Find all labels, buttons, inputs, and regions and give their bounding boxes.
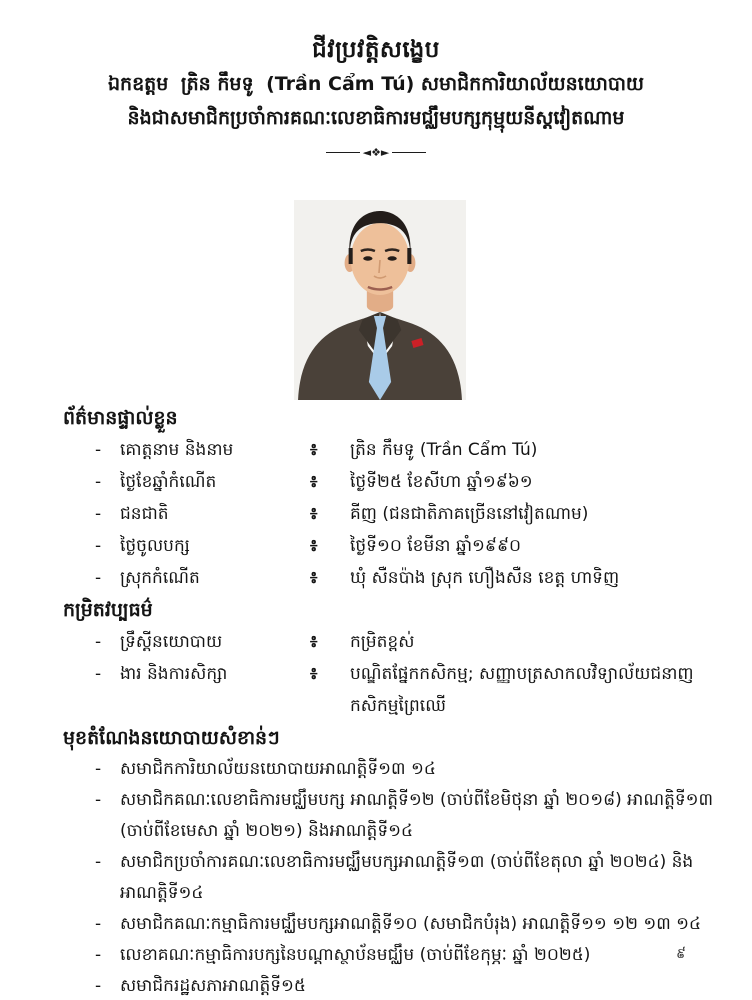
header-block <box>0 0 752 158</box>
bullet-dash: - <box>95 790 102 810</box>
row-label: ថ្ងៃចូលបក្ស <box>120 536 190 556</box>
row-value: ថ្ងៃទី១០ ខែមីនា ឆ្នាំ១៩៩០ <box>350 536 522 556</box>
divider-line-left <box>326 152 360 153</box>
row-label: ជនជាតិ <box>120 504 169 524</box>
subtitle-line-2: និងជាសមាជិកប្រចាំការគណៈលេខាធិការមជ្ឈឹមបក្សកុម្មុយនីស្តវៀតណាម <box>127 107 625 129</box>
bullet-dash: - <box>95 976 102 996</box>
row-dash: - <box>95 632 102 652</box>
row-colon: ៖ <box>310 504 318 524</box>
eye-right <box>387 256 396 260</box>
document-body <box>63 402 742 1000</box>
page-number: ៩ <box>676 946 686 962</box>
sideburn-left <box>349 248 353 264</box>
row-dash: - <box>95 440 102 460</box>
row-dash: - <box>95 472 102 492</box>
row-colon: ៖ <box>310 632 318 652</box>
position-item <box>63 909 742 940</box>
ornament-divider <box>0 147 752 158</box>
row-label: ទ្រឹស្តីនយោបាយ <box>120 632 223 652</box>
section-heading-personal: ព័ត៌មានផ្ទាល់ខ្លួន <box>63 407 178 429</box>
info-row-ethnicity <box>63 498 742 530</box>
row-colon: ៖ <box>310 472 318 492</box>
bullet-text: សមាជិកគណៈកម្មាធិការមជ្ឈឹមបក្សអាណត្តិទី១០ (សមាជិកបំរុង) អាណត្តិទី១១ ១២ ១៣ ១៤ <box>120 914 702 934</box>
row-value: ថ្ងៃទី២៥ ខែសីហា ឆ្នាំ១៩៦១ <box>350 472 533 492</box>
position-item <box>63 940 742 971</box>
portrait-photo <box>294 200 466 400</box>
person-name-latin-and-role: (Trần Cẩm Tú) សមាជិកការិយាល័យនយោបាយ <box>266 73 645 95</box>
info-row-political-theory <box>63 626 742 658</box>
divider-line-right <box>392 152 426 153</box>
bullet-dash: - <box>95 945 102 965</box>
row-colon: ៖ <box>310 568 318 588</box>
subtitle-line-1 <box>0 69 752 100</box>
row-dash: - <box>95 664 102 684</box>
bullet-text: សមាជិកប្រចាំការគណៈលេខាធិការមជ្ឈឹមបក្សអាណត្តិទី១៣ (ចាប់ពីខែតុលា ឆ្នាំ ២០២៤) និងអាណត្តិទី១៤ <box>120 852 694 903</box>
fleuron-icon: ◄❖► <box>362 146 390 159</box>
row-value: ឃុំ សឺនប៉ាង ស្រុក ហឿងសឺន ខេត្ត ហាទិញ <box>350 568 620 588</box>
bullet-text: សមាជិករដ្ឋសភាអាណត្តិទី១៥ <box>120 976 306 996</box>
row-dash: - <box>95 536 102 556</box>
row-value: បណ្ឌិតផ្នែកកសិកម្ម; សញ្ញាបត្រសាកលវិទ្យាល័យជនាញកសិកម្មព្រៃឈើ <box>350 664 694 716</box>
row-value: កម្រិតខ្ពស់ <box>350 632 415 652</box>
portrait-illustration <box>294 200 466 400</box>
row-dash: - <box>95 568 102 588</box>
sideburn-right <box>407 248 411 264</box>
position-item <box>63 785 742 847</box>
position-item <box>63 754 742 785</box>
bullet-text: សមាជិកការិយាល័យនយោបាយអាណត្តិទី១៣ ១៤ <box>120 759 436 779</box>
row-colon: ៖ <box>310 440 318 460</box>
row-colon: ៖ <box>310 664 318 684</box>
info-row-party-join-date <box>63 530 742 562</box>
row-dash: - <box>95 504 102 524</box>
row-label: គោត្តនាម និងនាម <box>120 440 234 460</box>
page-title: ជីវប្រវត្តិសង្ខេប <box>312 37 440 63</box>
bullet-dash: - <box>95 759 102 779</box>
bullet-dash: - <box>95 852 102 872</box>
section-heading-education: កម្រិតវប្បធម៌ <box>63 599 153 621</box>
bullet-dash: - <box>95 914 102 934</box>
row-colon: ៖ <box>310 536 318 556</box>
row-label: ថ្ងៃខែឆ្នាំកំណើត <box>120 472 217 492</box>
honorific-text: ឯកឧត្តម <box>107 73 169 95</box>
bullet-text: សមាជិកគណៈលេខាធិការមជ្ឈឹមបក្ស អាណត្តិទី១២ (ចាប់ពីខែមិថុនា ឆ្នាំ ២០១៨) អាណត្តិទី១៣ (ចាប់ពីខែមេសា ឆ្នាំ ២០២១) និងអាណត្តិទី១៤ <box>120 790 714 841</box>
row-value: គីញ (ជនជាតិភាគច្រើននៅវៀតណាម) <box>350 504 589 524</box>
person-name-khmer: ត្រិន កឹមទូ <box>180 73 254 95</box>
eye-left <box>363 256 372 260</box>
row-value: ត្រិន កឹមទូ (Trần Cẩm Tú) <box>350 440 538 460</box>
position-item <box>63 971 742 1000</box>
info-row-degrees <box>63 658 742 722</box>
position-item <box>63 847 742 909</box>
bullet-text: លេខាគណៈកម្មាធិការបក្សនៃបណ្តាស្ថាប័នមជ្ឈឹម (ចាប់ពីខែកុម្ភៈ ឆ្នាំ ២០២៥) <box>120 945 591 965</box>
row-label: ស្រុកកំណើត <box>120 568 200 588</box>
info-row-birthplace <box>63 562 742 594</box>
row-label: ងារ និងការសិក្សា <box>120 664 228 684</box>
section-heading-positions: មុខតំណែងនយោបាយសំខាន់ៗ <box>63 727 280 749</box>
info-row-name <box>63 434 742 466</box>
info-row-birthdate <box>63 466 742 498</box>
face-shape <box>351 223 410 295</box>
